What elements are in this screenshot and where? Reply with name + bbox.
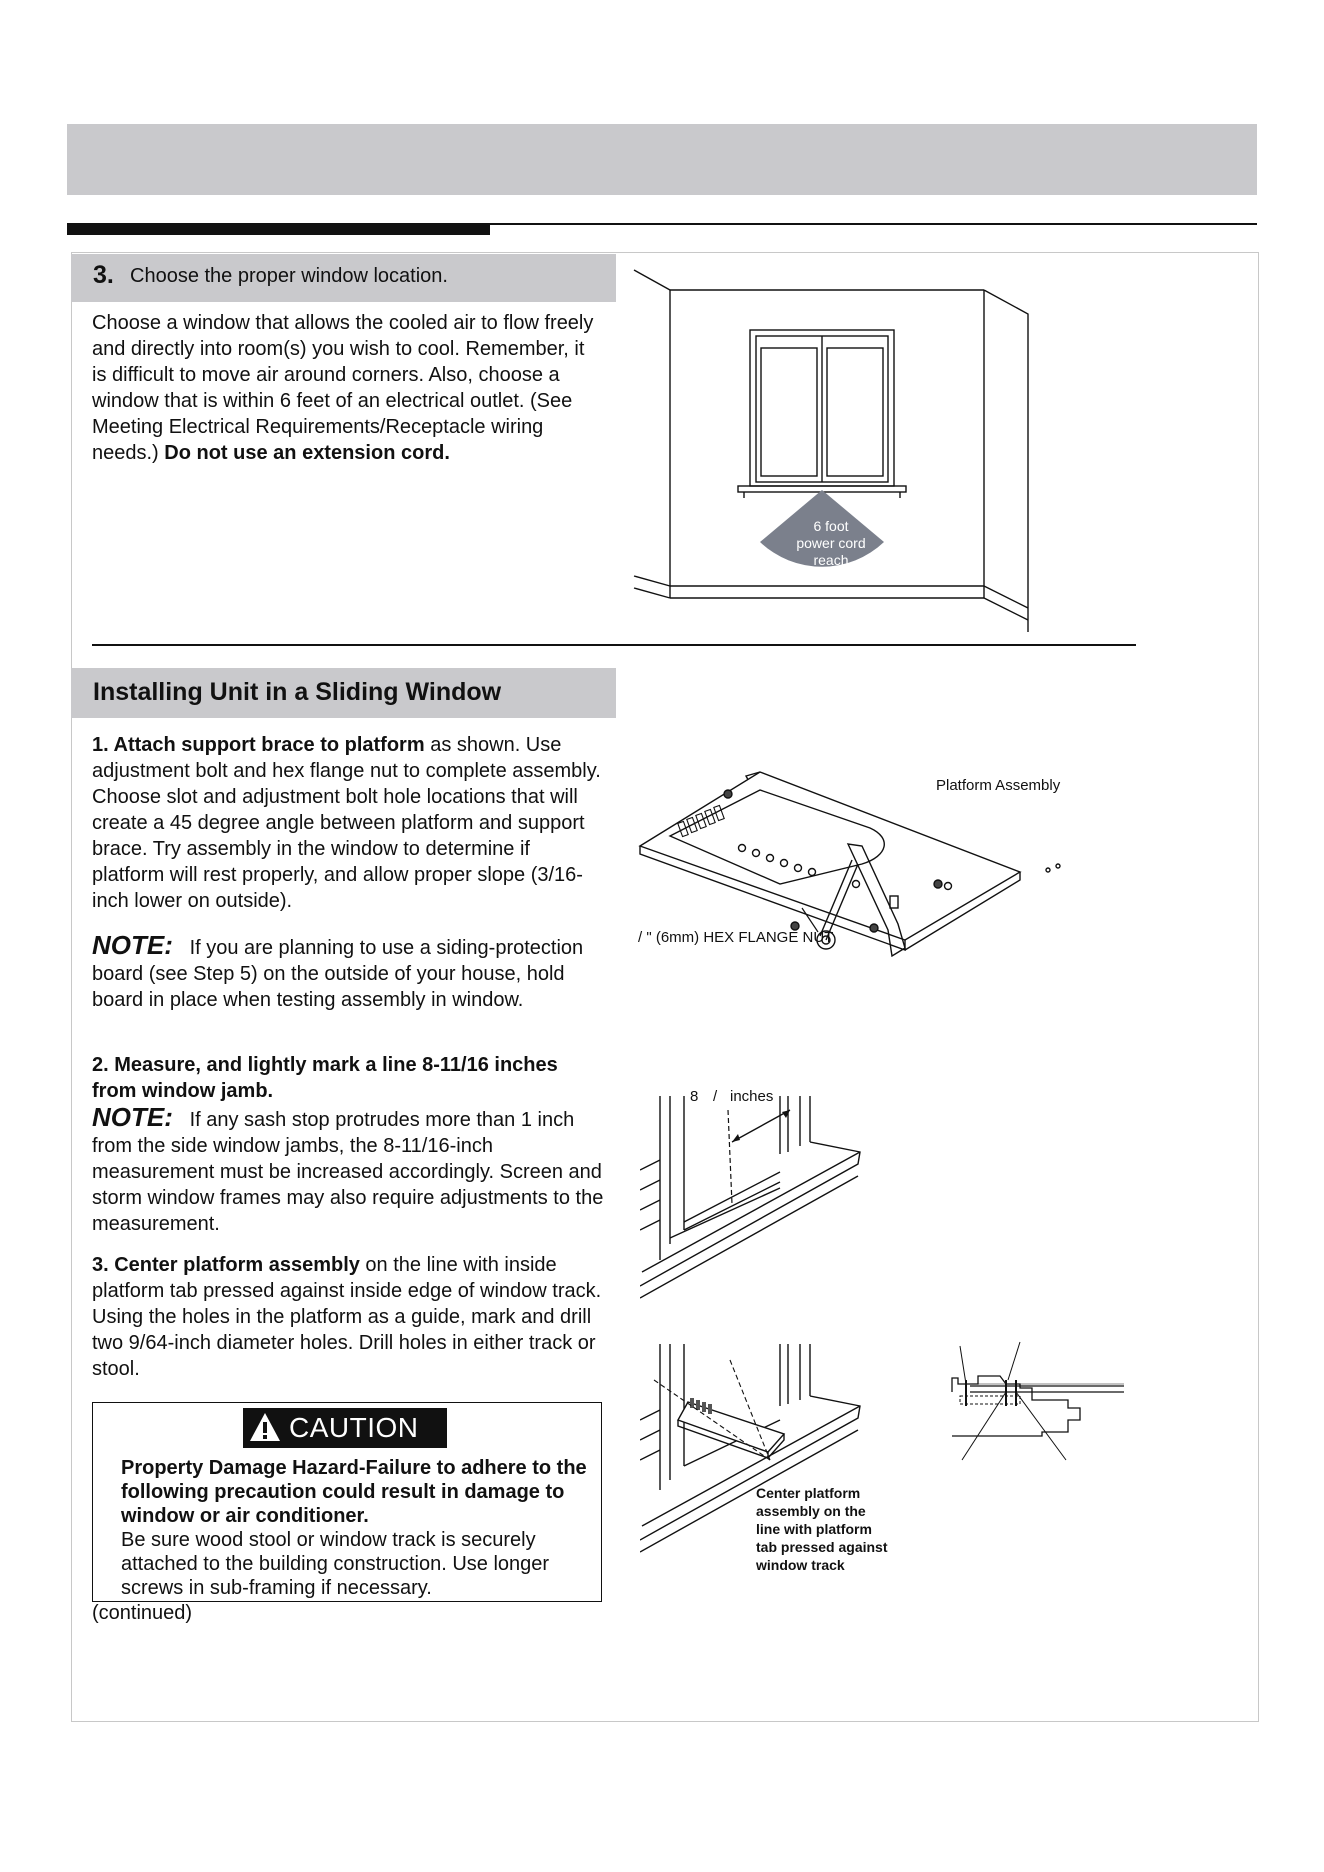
note2-label: NOTE:: [92, 1102, 173, 1132]
caution-text: [121, 1456, 591, 1600]
sliding-step1: [92, 732, 607, 914]
sliding-step1-bold: 1. Attach support brace to platform: [92, 734, 425, 756]
measure-line-figure: [640, 1080, 870, 1310]
sliding-note1: [92, 932, 607, 1013]
step3-title: Choose the proper window location.: [130, 265, 448, 287]
caution-tag: [243, 1408, 447, 1448]
cord-reach-label-3: reach: [813, 552, 849, 568]
sliding-step3-text: on the line with inside platform tab pressed against inside edge of window track. Using the holes in the platform as a guide, mark and drill two 9/64-inch diameter holes. Drill holes in either track or stool.: [92, 1254, 602, 1380]
sliding-window-header: [71, 668, 616, 718]
note2-text: If any sash stop protrudes more than 1 inch from the side window jambs, the 8-11/16-inch measurement must be increased accordingly. Screen and storm window frames may also require adjustments to the measurement.: [92, 1109, 604, 1235]
step3-number: 3.: [93, 261, 114, 289]
section-rule-thin: [490, 223, 1257, 225]
sliding-window-heading: Installing Unit in a Sliding Window: [93, 678, 502, 706]
measure-value-8: 8: [690, 1088, 699, 1105]
center-note-4: tab pressed against: [756, 1539, 888, 1555]
measure-fraction-slash: /: [713, 1088, 718, 1105]
sliding-note2: [92, 1104, 607, 1237]
platform-assembly-label: Platform Assembly: [936, 777, 1061, 794]
center-platform-figure: [640, 1340, 940, 1580]
caution-bold: Property Damage Hazard-Failure to adhere to the following precaution could result in damage to window or air conditioner.: [121, 1457, 587, 1527]
step3-warning: Do not use an extension cord.: [164, 442, 450, 464]
caution-body: Be sure wood stool or window track is securely attached to the building construction. Use longer screws in sub-framing if necessary.: [121, 1529, 550, 1599]
sliding-step1-text: as shown. Use adjustment bolt and hex flange nut to complete assembly. Choose slot and adjustment bolt hole locations that will create a 45 degree angle between platform and support brace. Try assembly in the window to determine if platform will rest properly, and allow proper slope (3/16-inch lower on outside).: [92, 734, 601, 912]
step3-body: [92, 310, 602, 466]
warning-triangle-icon: [249, 1412, 281, 1442]
section-rule-thick: [67, 223, 490, 235]
sliding-step3-bold: 3. Center platform assembly: [92, 1254, 360, 1276]
sliding-step2-bold: 2. Measure, and lightly mark a line 8-11/16 inches from window jamb.: [92, 1054, 558, 1102]
step3-body-text: Choose a window that allows the cooled air to flow freely and directly into room(s) you wish to cool. Remember, it is difficult to move air around corners. Also, choose a window that is within 6 feet of an electrical outlet. (See Meeting Electrical Requirements/Receptacle wiring needs.): [92, 312, 594, 464]
cord-reach-label-2: power cord: [796, 535, 866, 551]
cross-section-figure: [950, 1340, 1130, 1480]
window-location-figure: [620, 262, 1040, 632]
platform-assembly-figure: [630, 760, 1110, 1060]
center-note-5: window track: [756, 1557, 845, 1573]
sliding-step3: [92, 1252, 607, 1382]
sliding-step2: [92, 1052, 607, 1104]
page-header-band: [67, 124, 1257, 195]
center-note-1: Center platform: [756, 1485, 861, 1501]
center-note-3: line with platform: [756, 1521, 872, 1537]
center-note-2: assembly on the: [756, 1503, 866, 1519]
note1-label: NOTE:: [92, 930, 173, 960]
section-divider: [92, 644, 1136, 646]
note1-text: If you are planning to use a siding-protection board (see Step 5) on the outside of your house, hold board in place when testing assembly in window.: [92, 937, 584, 1011]
cord-reach-label-1: 6 foot: [813, 518, 849, 534]
measure-units: inches: [730, 1088, 774, 1105]
continued-note: (continued): [92, 1602, 193, 1624]
caution-box: [92, 1402, 602, 1602]
caution-label: CAUTION: [289, 1412, 419, 1443]
hex-nut-label: / " (6mm) HEX FLANGE NUT: [638, 929, 834, 946]
step3-header: [71, 254, 616, 302]
